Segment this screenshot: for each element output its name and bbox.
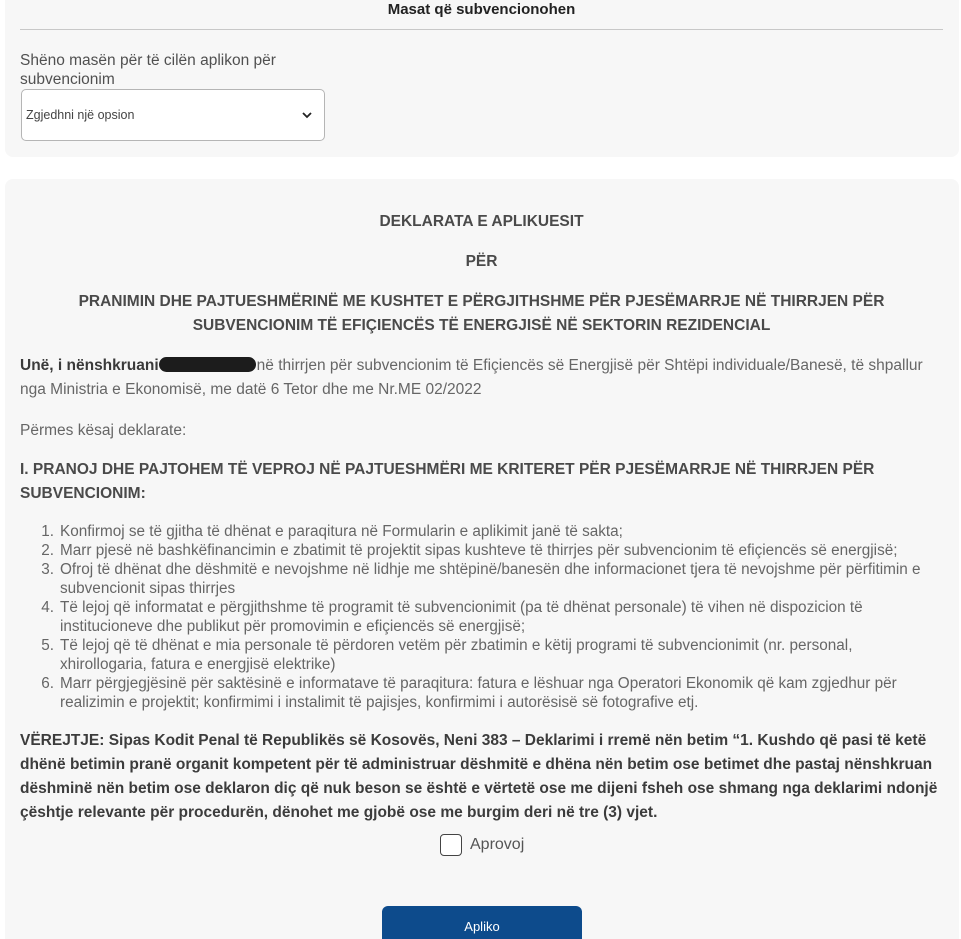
list-item-number: 4. bbox=[41, 599, 54, 616]
measure-select[interactable] bbox=[21, 89, 325, 141]
measure-select-value: Zgjedhni një opsion bbox=[26, 108, 135, 122]
section-1-heading: I. PRANOJ DHE PAJTOHEM TË VEPROJ NË PAJTUESHMËRI ME KRITERET PËR PJESËMARRJE NË THIRRJEN PËR SUBVENCIONIM: bbox=[20, 461, 875, 502]
conditions-list bbox=[20, 522, 940, 712]
list-item-text: Konfirmoj se të gjitha të dhënat e paraqitura në Formularin e aplikimit janë të sakta; bbox=[60, 523, 623, 540]
list-item-text: Të lejoj që informatat e përgjithshme të programit të subvencionimit (pa të dhënat personale) të vihen në dispozicion të institucioneve dhe publikut për promovimin e efiçiencës së energjisë; bbox=[60, 599, 863, 635]
declaration-heading: PRANIMIN DHE PAJTUESHMËRINË ME KUSHTET E PËRGJITHSHME PËR PJESËMARRJE NË THIRRJEN PËR SUBVENCIONIM TË EFIÇIENCËS TË ENERGJISË NË SEKTORIN REZIDENCIAL bbox=[78, 293, 885, 334]
measure-field-label: Shëno masën për të cilën aplikon për subvencionim bbox=[20, 52, 276, 88]
list-item bbox=[20, 674, 940, 712]
declaration-intro bbox=[20, 354, 945, 402]
approve-checkbox-row[interactable] bbox=[440, 833, 524, 857]
list-item-text: Marr pjesë në bashkëfinancimin e zbatimit të projektit sipas kushteve të thirrjes për subvencionim të efiçiencës së energjisë; bbox=[60, 542, 898, 559]
declaration-through: Përmes kësaj deklarate: bbox=[20, 422, 187, 439]
list-item bbox=[20, 522, 940, 541]
apply-button[interactable]: Apliko bbox=[382, 906, 582, 939]
list-item-number: 5. bbox=[41, 637, 54, 654]
list-item-number: 1. bbox=[41, 523, 54, 540]
intro-signer-label: Unë, i nënshkruani bbox=[20, 357, 159, 374]
chevron-down-icon bbox=[302, 110, 312, 120]
redacted-name bbox=[159, 357, 256, 372]
measures-title: Masat që subvencionohen bbox=[20, 0, 943, 30]
list-item bbox=[20, 636, 940, 674]
list-item-text: Marr përgjegjësinë për saktësinë e informatave të paraqitura: fatura e lëshuar nga Operatori Ekonomik që kam zgjedhur për realizimin e projektit; konfirmimi i instalimit të pajisjes, konfirmimi i autorësisë së fotografive etj. bbox=[60, 675, 897, 711]
list-item bbox=[20, 598, 940, 636]
declaration-title: DEKLARATA E APLIKUESIT bbox=[379, 213, 584, 230]
intro-text: në thirrjen për subvencionim të Efiçiencës së Energjisë për Shtëpi individuale/Banesë, të shpallur nga Ministria e Ekonomisë, me datë 6 Tetor dhe me Nr.ME 02/2022 bbox=[20, 357, 923, 398]
approve-checkbox[interactable] bbox=[440, 834, 462, 856]
list-item-number: 3. bbox=[41, 561, 54, 578]
legal-warning: VËREJTJE: Sipas Kodit Penal të Republikës së Kosovës, Neni 383 – Deklarimi i rremë nën betim “1. Kushdo që pasi të ketë dhënë betimin pranë organit kompetent për të administruar dëshmitë e dhëna nën betim ose betimet dhe pastaj nënshkruan dëshminë nën betim ose deklaron diç që nuk beson se është e vërtetë ose me dijeni fsheh ose shmang nga deklarimi ndonjë çështje relevante për procedurën, dënohet me gjobë ose me burgim deri në tre (3) vjet. bbox=[20, 732, 938, 821]
list-item-number: 6. bbox=[41, 675, 54, 692]
list-item bbox=[20, 541, 940, 560]
list-item-number: 2. bbox=[41, 542, 54, 559]
list-item-text: Të lejoj që të dhënat e mia personale të përdoren vetëm për zbatimin e këtij programi të subvencionimit (nr. personal, xhirollogaria, fatura e energjisë elektrike) bbox=[60, 637, 853, 673]
declaration-subtitle: PËR bbox=[465, 253, 498, 270]
list-item bbox=[20, 560, 940, 598]
approve-checkbox-label: Aprovoj bbox=[470, 836, 525, 853]
list-item-text: Ofroj të dhënat dhe dëshmitë e nevojshme në lidhje me shtëpinë/banesën dhe informacionet tjera të nevojshme për përfitimin e subvencionit sipas thirrjes bbox=[60, 561, 921, 597]
